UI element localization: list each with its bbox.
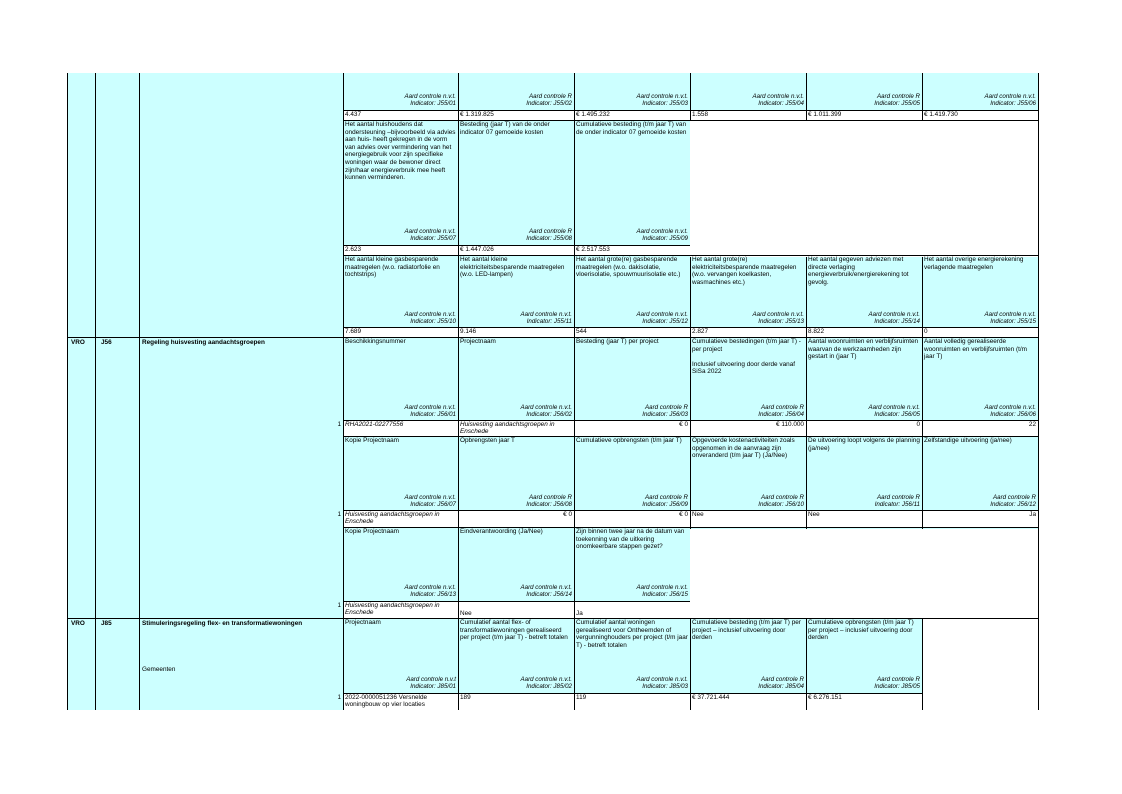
header-cell: Opbrengsten jaar T [460,437,515,444]
value-cell[interactable]: 22 [1028,421,1036,428]
value-cell[interactable]: Huisvesting aandachtsgroepen in Enschede [460,421,555,436]
control-cell: Aard controle R Indicator: J56/04 [758,404,804,419]
value-cell[interactable]: € 1.319.825 [460,111,494,118]
value-cell[interactable]: 8.822 [808,328,824,335]
control-cell: Aard controle R Indicator: J55/02 [526,93,572,108]
header-cell: Cumulatief aantal flex- of transformatiewoningen gerealiseerd per project (t/m jaar T) - betreft totalen [460,619,568,642]
control-cell: Aard controle n.v.t. Indicator: J55/06 [984,93,1036,108]
value-cell[interactable]: Nee [808,511,820,518]
header-cell: Opgevoerde kostenactiviteiten zoals opgenomen in de aanvraag zijn onveranderd (t/m jaar T) (Ja/Nee) [692,437,795,460]
regulation-code: J85 [101,620,112,627]
value-cell[interactable]: Huisvesting aandachtsgroepen in Enschede [345,602,440,617]
control-cell: Aard controle n.v.t. Indicator: J55/13 [752,311,804,326]
row-number: 1 [337,511,341,518]
header-cell: Aantal volledig gerealiseerde woonruimten en verblijfsruimten (t/m jaar T) [924,338,1027,361]
value-cell[interactable]: 544 [576,328,587,335]
header-cell: Cumulatieve opbrengsten (t/m jaar T) [576,437,682,444]
value-cell[interactable]: 7.689 [345,328,361,335]
control-cell: Aard controle n.v.t. Indicator: J55/07 [404,228,456,243]
control-cell: Aard controle n.v.t. Indicator: J55/14 [868,311,920,326]
control-cell: Aard controle R Indicator: J85/05 [874,676,920,691]
header-cell: Het aantal grote(re) elektriciteitsbesparende maatregelen (w.o. vervangen koelkasten, wasmachines etc.) [692,256,797,286]
col-bg-code [95,73,139,710]
header-cell: Het aantal kleine elektriciteitsbesparende maatregelen (w.o. LED-lampen) [460,256,565,279]
value-cell[interactable]: 1.558 [692,111,708,118]
group-label: Gemeenten [142,666,176,673]
control-cell: Aard controle n.v.t. Indicator: J56/05 [868,404,920,419]
empty-cell [690,120,1038,257]
control-cell: Aard controle R Indicator: J56/12 [990,494,1036,509]
header-cell: De uitvoering loopt volgens de planning (ja/nee) [808,437,920,452]
header-cell: Cumulatieve besteding (t/m jaar T) van de onder indicator 07 gemoeide kosten [576,121,687,136]
control-cell: Aard controle n.v.t. Indicator: J55/11 [520,311,572,326]
regulation-title: Stimuleringsregeling flex- en transformatiewoningen [142,620,303,627]
col-bg-title [139,73,343,710]
control-cell: Aard controle n.v.t. Indicator: J85/02 [520,676,572,691]
control-cell: Aard controle n.v.t. Indicator: J55/01 [404,93,456,108]
control-cell: Aard controle R Indicator: J56/10 [758,494,804,509]
header-cell: Het aantal kleine gasbesparende maatregelen (w.o. radiatorfolie en tochtstrips) [345,256,440,279]
value-cell[interactable]: 189 [460,694,471,701]
header-cell: Cumulatief aantal woningen gerealiseerd voor Ontheemden of vergunninghouders per project (t/m jaar T) - betreft totalen [576,619,688,649]
value-cell[interactable]: Nee [460,610,472,617]
control-cell: Aard controle R Indicator: J55/05 [874,93,920,108]
control-cell: Aard controle n.v.t. Indicator: J56/07 [404,494,456,509]
control-cell: Aard controle R Indicator: J85/04 [758,676,804,691]
ministry-label: VRO [71,620,85,627]
control-cell: Aard controle n.v.t. Indicator: J56/06 [984,404,1036,419]
value-cell[interactable]: € 2.517.553 [576,246,610,253]
control-cell: Aard controle n.v.t. Indicator: J56/02 [520,404,572,419]
value-cell[interactable]: € 1.011.399 [808,111,842,118]
header-cell: Kopie Projectnaam [345,437,399,444]
control-cell: Aard controle n.v.t. Indicator: J55/09 [636,228,688,243]
value-cell[interactable]: 2.827 [692,328,708,335]
value-cell[interactable]: 0 [916,421,920,428]
header-cell: Projectnaam [345,619,381,626]
header-cell: Zelfstandige uitvoering (ja/nee) [924,437,1012,444]
empty-cell [690,529,1038,619]
header-cell: Projectnaam [460,338,496,345]
header-cell: Beschikkingsnummer [345,338,406,345]
control-cell: Aard controle R Indicator: J55/08 [526,228,572,243]
value-cell[interactable]: Ja [1029,511,1036,518]
control-cell: Aard controle n.v.t. Indicator: J55/04 [752,93,804,108]
control-cell: Aard controle n.v.t Indicator: J85/01 [406,676,456,691]
control-cell: Aard controle n.v.t. Indicator: J56/01 [404,404,456,419]
ministry-label: VRO [71,339,85,346]
value-cell[interactable]: € 0 [679,421,688,428]
header-cell: Cumulatieve bestedingen (t/m jaar T) - per project Inclusief uitvoering door derde vanaf SiSa 2022 [692,338,801,376]
header-cell: Het aantal grote(re) gasbesparende maatregelen (w.o. dakisolatie, vloerisolatie, spouwmuurisolatie etc.) [576,256,681,279]
value-cell[interactable]: 0 [924,328,928,335]
value-cell[interactable]: Nee [692,511,704,518]
value-cell[interactable]: 4.437 [345,111,361,118]
header-cell: Besteding (jaar T) van de onder indicator 07 gemoeide kosten [460,121,550,136]
header-cell: Aantal woonruimten en verblijfsruimten waarvan de werkzaamheden zijn gestart in (jaar T) [808,338,919,361]
value-cell[interactable]: € 1.495.232 [576,111,610,118]
header-cell: Het aantal huishoudens dat ondersteuning –bijvoorbeeld via advies aan huis- heeft gekregen in de vorm van advies over vermindering van het energiegebruik voor zijn specifieke woningen waar de bewoner direct zijn/haar energieverbruik mee heeft kunnen verminderen. [345,121,456,182]
regulation-code: J56 [101,339,112,346]
header-cell: Het aantal gegeven adviezen met directe verlaging energieverbruik/energierekening tot gevolg. [808,256,909,286]
control-cell: Aard controle n.v.t. Indicator: J85/03 [636,676,688,691]
col-bg-ministry [67,73,95,710]
control-cell: Aard controle n.v.t. Indicator: J55/03 [636,93,688,108]
header-cell: Besteding (jaar T) per project [576,338,659,345]
value-cell[interactable]: RHA2021-02277556 [345,421,404,428]
control-cell: Aard controle n.v.t. Indicator: J55/12 [636,311,688,326]
control-cell: Aard controle R Indicator: J56/09 [642,494,688,509]
control-cell: Aard controle R Indicator: J56/11 [874,494,920,509]
value-cell[interactable]: 9.146 [460,328,476,335]
header-cell: Cumulatieve besteding (t/m jaar T) per project – inclusief uitvoering door derden [692,619,801,642]
header-cell: Eindverantwoording (Ja/Nee) [460,528,543,535]
control-cell: Aard controle n.v.t. Indicator: J56/14 [520,584,572,599]
header-cell: Het aantal overige energierekening verlagende maatregelen [924,256,1024,271]
row-number: 1 [337,421,341,428]
regulation-title: Regeling huisvesting aandachtsgroepen [142,339,265,346]
control-cell: Aard controle n.v.t. Indicator: J55/10 [404,311,456,326]
control-cell: Aard controle R Indicator: J56/08 [526,494,572,509]
header-cell: Kopie Projectnaam [345,528,399,535]
value-cell[interactable]: € 1.447.026 [460,246,494,253]
value-cell[interactable]: Huisvesting aandachtsgroepen in Enschede [345,511,440,526]
row-number: 1 [337,602,341,609]
row-number: 1 [337,694,341,701]
header-cell: Zijn binnen twee jaar na de datum van toekenning van de uitkering onomkeerbare stappen gezet? [576,528,685,551]
value-cell[interactable]: 2022-0000051236 Versnelde woningbouw op vier locaties [345,694,428,709]
value-cell[interactable]: Ja [576,610,583,617]
control-cell: Aard controle n.v.t. Indicator: J55/15 [984,311,1036,326]
control-cell: Aard controle n.v.t. Indicator: J56/13 [404,584,456,599]
value-cell[interactable]: 119 [576,694,587,701]
value-cell[interactable]: € 6.276.151 [808,694,842,701]
value-cell[interactable]: € 37.721.444 [692,694,730,701]
empty-cell [922,619,1038,710]
value-cell[interactable]: € 0 [679,511,688,518]
value-cell[interactable]: 2.623 [345,246,361,253]
value-cell[interactable]: € 110.000 [776,421,804,428]
header-cell: Cumulatieve opbrengsten (t/m jaar T) per project – inclusief uitvoering door derden [808,619,914,642]
value-cell[interactable]: € 0 [563,511,572,518]
value-cell[interactable]: € 1.419.730 [924,111,958,118]
sisa-table [67,73,1038,710]
control-cell: Aard controle n.v.t. Indicator: J56/15 [636,584,688,599]
control-cell: Aard controle R Indicator: J56/03 [642,404,688,419]
